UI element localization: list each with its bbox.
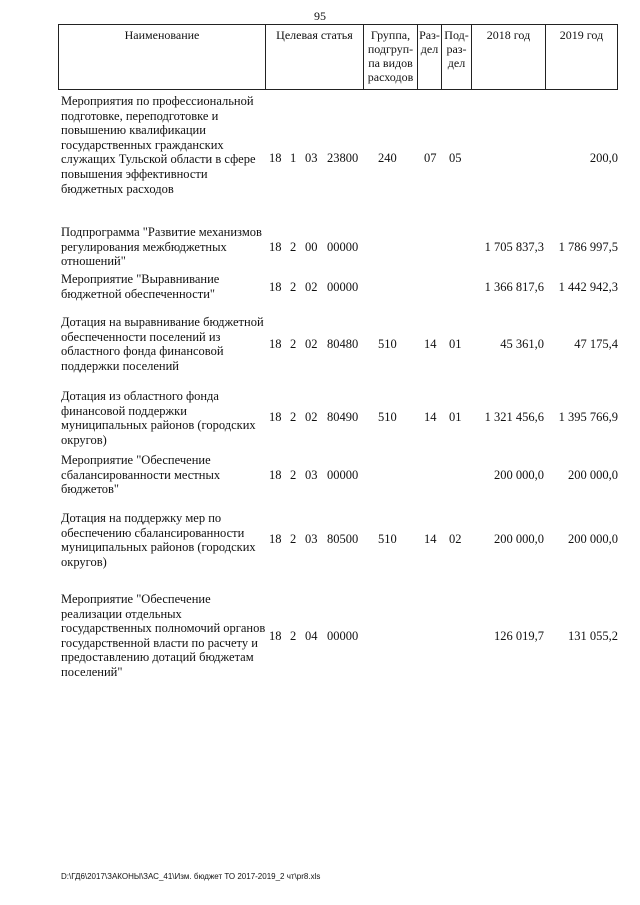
value-2019: 47 175,4	[574, 337, 618, 351]
code-part: 80500	[327, 532, 359, 546]
code-part: 00000	[327, 629, 359, 643]
row-name: Мероприятия по профессиональной подготовке, переподготовке и повышению квалификации государственных гражданских служащих Тульской области в сфере повышения эффективности бюджетных расходов	[61, 94, 256, 196]
podrazdel-code: 01	[449, 410, 462, 424]
row-name: Дотация на выравнивание бюджетной обеспеченности поселений из областного фонда финансовой поддержки поселений	[61, 315, 264, 373]
podrazdel-code: 02	[449, 532, 462, 546]
podrazdel-code: 01	[449, 337, 462, 351]
header-podrazdel-line: дел	[447, 56, 466, 70]
header-group-line: Группа,	[370, 28, 411, 42]
header-group-line: расходов	[367, 70, 414, 84]
value-2019: 131 055,2	[568, 629, 618, 643]
value-2019: 1 786 997,5	[558, 240, 618, 254]
header-podrazdel	[441, 25, 471, 89]
razdel-code: 14	[424, 337, 437, 351]
group-code: 510	[378, 532, 397, 546]
podrazdel-code: 05	[449, 151, 462, 165]
header-podrazdel-line: раз-	[446, 42, 467, 56]
group-code: 510	[378, 410, 397, 424]
code-part: 02	[305, 337, 318, 351]
code-part: 18	[269, 337, 282, 351]
code-part: 2	[290, 410, 297, 424]
row-name: Дотация на поддержку мер по обеспечению сбалансированности муниципальных районов (городских округов)	[61, 511, 256, 569]
file-path-footer: D:\ГД6\2017\ЗАКОНЫ\ЗАС_41\Изм. бюджет ТО 2017-2019_2 чт\pr8.xls	[61, 872, 321, 881]
row-name: Мероприятие "Обеспечение сбалансированности местных бюджетов"	[61, 453, 221, 497]
code-part: 02	[305, 410, 318, 424]
value-2018: 1 366 817,6	[484, 280, 544, 294]
row-name: Дотация из областного фонда финансовой поддержки муниципальных районов (городских округов)	[61, 389, 256, 447]
code-part: 1	[290, 151, 297, 165]
code-part: 00000	[327, 240, 359, 254]
header-razdel-line: Раз-	[419, 28, 440, 42]
value-2019: 200 000,0	[568, 532, 618, 546]
code-part: 03	[305, 532, 318, 546]
value-2018: 200 000,0	[494, 468, 544, 482]
value-2019: 1 395 766,9	[558, 410, 618, 424]
value-2019: 1 442 942,3	[558, 280, 618, 294]
code-part: 2	[290, 280, 297, 294]
code-part: 18	[269, 629, 282, 643]
code-part: 00000	[327, 280, 359, 294]
header-podrazdel-line: Под-	[444, 28, 469, 42]
code-part: 2	[290, 240, 297, 254]
header-2018: 2018 год	[471, 25, 545, 89]
razdel-code: 14	[424, 532, 437, 546]
code-part: 18	[269, 280, 282, 294]
header-group-line: па видов	[368, 56, 413, 70]
header-razdel-line: дел	[420, 42, 439, 56]
code-part: 18	[269, 532, 282, 546]
code-part: 2	[290, 337, 297, 351]
code-part: 03	[305, 468, 318, 482]
value-2018: 1 705 837,3	[484, 240, 544, 254]
header-razdel	[417, 25, 441, 89]
code-part: 18	[269, 151, 282, 165]
razdel-code: 14	[424, 410, 437, 424]
code-part: 18	[269, 468, 282, 482]
header-group-line: подгруп-	[367, 42, 414, 56]
value-2019: 200,0	[589, 151, 618, 165]
header-target-article: Целевая статья	[265, 25, 363, 89]
page-number: 95	[314, 9, 326, 23]
group-code: 510	[378, 337, 397, 351]
value-2019: 200 000,0	[568, 468, 618, 482]
header-name: Наименование	[124, 28, 200, 42]
code-part: 23800	[327, 151, 359, 165]
code-part: 80480	[327, 337, 359, 351]
code-part: 80490	[327, 410, 359, 424]
row-name: Подпрограмма "Развитие механизмов регулирования межбюджетных отношений"	[61, 225, 262, 269]
code-part: 00000	[327, 468, 359, 482]
group-code: 240	[378, 151, 397, 165]
row-name: Мероприятие "Обеспечение реализации отдельных государственных полномочий органов государственной власти по расчету и предоставлению дотаций бюджетам поселений"	[61, 592, 266, 679]
code-part: 18	[269, 240, 282, 254]
razdel-code: 07	[424, 151, 437, 165]
row-name: Мероприятие "Выравнивание бюджетной обеспеченности"	[61, 272, 220, 301]
header-group	[363, 25, 417, 89]
header-2019: 2019 год	[545, 25, 617, 89]
value-2018: 1 321 456,6	[484, 410, 544, 424]
code-part: 2	[290, 468, 297, 482]
table-header	[58, 24, 618, 90]
code-part: 2	[290, 629, 297, 643]
code-part: 04	[305, 629, 318, 643]
value-2018: 45 361,0	[500, 337, 544, 351]
value-2018: 126 019,7	[494, 629, 544, 643]
code-part: 18	[269, 410, 282, 424]
code-part: 02	[305, 280, 318, 294]
code-part: 03	[305, 151, 318, 165]
code-part: 2	[290, 532, 297, 546]
code-part: 00	[305, 240, 318, 254]
value-2018: 200 000,0	[494, 532, 544, 546]
